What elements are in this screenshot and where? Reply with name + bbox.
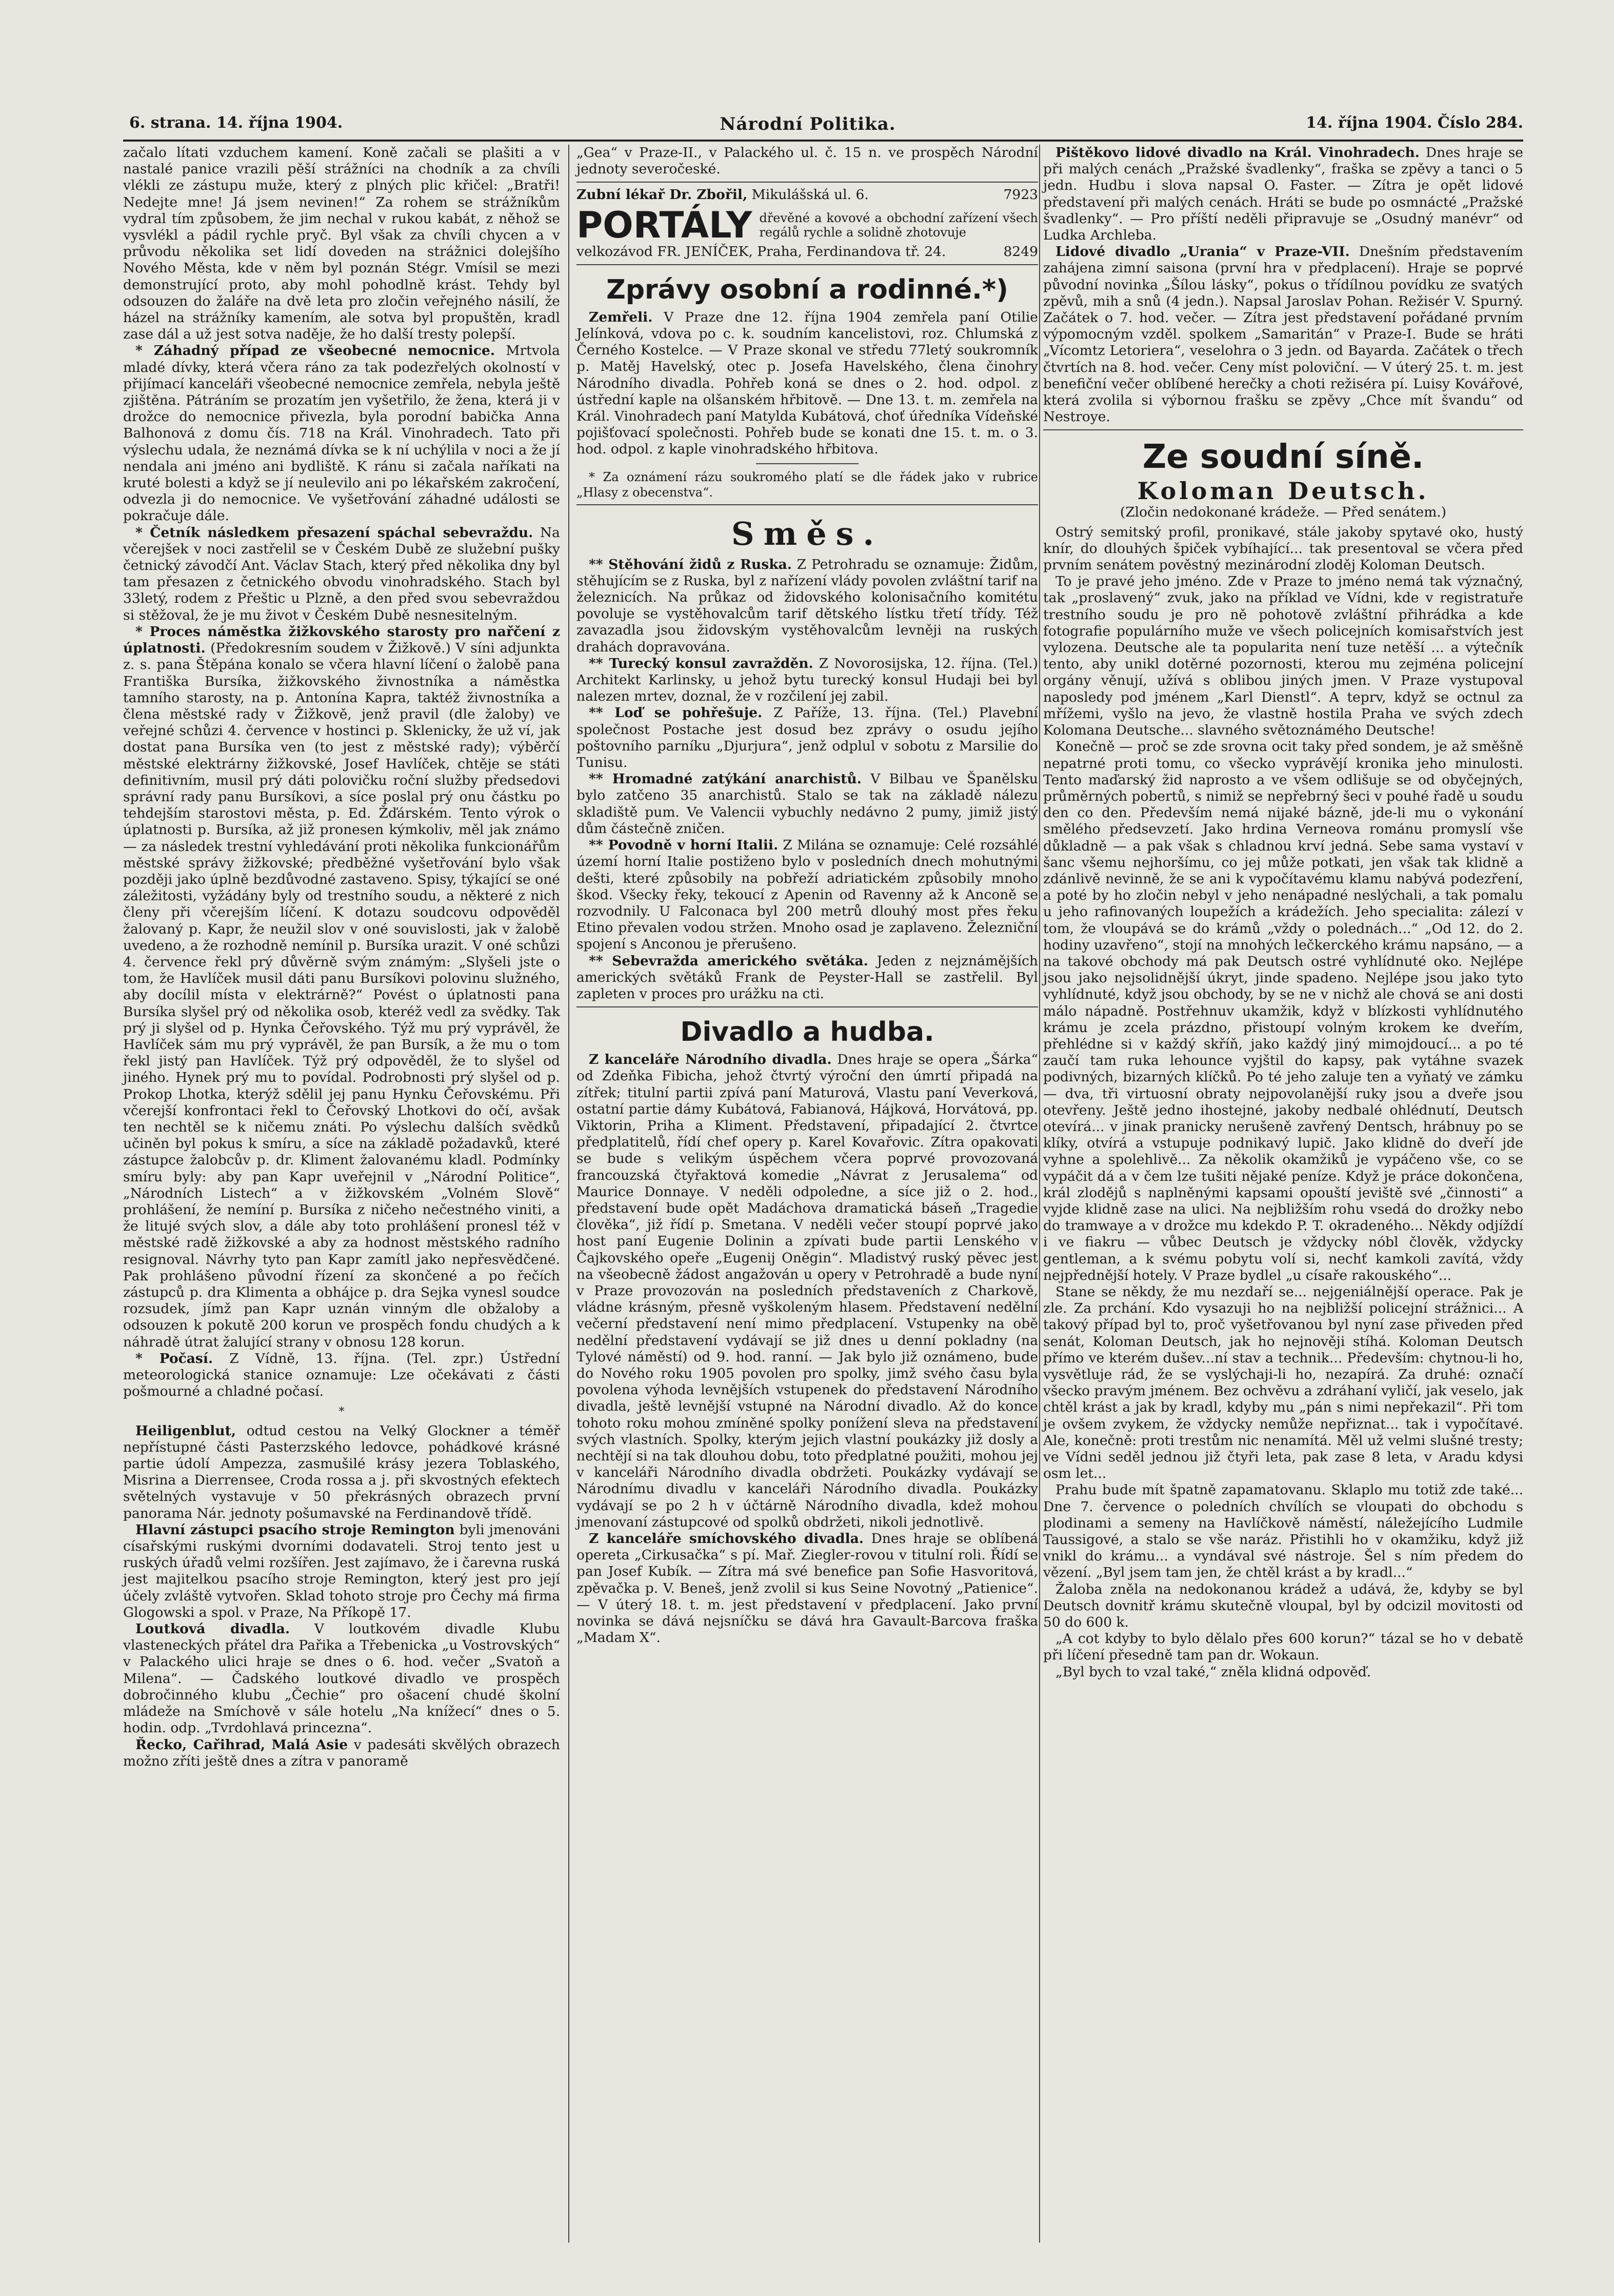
divider [576,1006,1038,1007]
article-heading: Loutková divadla. [135,1621,290,1637]
court-case-subtitle: (Zločin nedokonané krádeže. — Před senátem.) [1120,504,1447,521]
section-separator: * [338,1406,345,1419]
article-paragraph [576,1052,1038,1531]
footnote: * Za oznámení rázu soukromého platí se dle řádek jako v rubrice „Hlasy z obecenstva“. [576,469,1038,500]
article-text: „Byl bych to vzal také,“ zněla klidná odpověď. [1055,1664,1371,1680]
article-paragraph [123,343,560,524]
advert-firm: velkozávod FR. JENÍČEK, Praha, Ferdinandova tř. 24. [576,243,946,260]
section-heading-theatre: Divadlo a hudba. [680,1017,934,1048]
advert-address: Mikulášská ul. 6. [751,187,869,203]
article-paragraph [576,705,1038,771]
article-text: Z Novorosijska, 12. října. (Tel.) Architekt Karlinsky, u jehož bytu turecký konsul Hudaji bei byl nalezen mrtev, doznal, že v rozčilení jej zabil. [576,655,1038,705]
article-text: Z Vídně, 13. října. (Tel. zpr.) Ústřední meteorologická stanice oznamuje: Lze očekávati z části pošmourné a chladné počasí. [123,1350,560,1400]
article-paragraph [576,771,1038,837]
article-paragraph [123,624,560,1351]
column-2 [576,145,1038,1646]
column-divider-1 [568,145,569,2243]
article-text: odtud cestou na Velký Glockner a téměř nepřístupné části Pasterzského ledovce, pohádkové krásné partie údolí Ampezza, zasmušilé krásy jezera Toblaského, Misrina a Dierrensee, Croda rossa a j. při skvostných efektech světelných vystavuje v 50 překrásných obrazech první panorama Nár. jednoty pošumavské na Ferdinandově třídě. [123,1422,560,1521]
article-text: Stane se někdy, že mu nezdaří se... nejgeniálnější operace. Pak je zle. Za prchání. Kdo vysazuji ho na nejbližší policejní strážnici... A takový případ byl to, proč vyšetřovanou byl nyní zase přiveden před senát, Koloman Deutsch, jak ho nejnověji stíhá. Koloman Deutsch přímo ve kterém dušev...ní stav a technik... Především: chytnou-li ho, vysvětluje rád, že se vyslýchaji-li ho, nezapírá. Za druhé: označí všecko pravým jménem. Bez ochvěvu a zdráhaní vyličí, jak veselo, jak chtěl krást a jak by kradl, kdyby mu „pán s nimi nepřekazil“. Při tom je ovšem zvykem, že vždycky nemůže nepřiznat... tak i vypočítavé. Ale, konečně: proti trestům nic nenamítá. Měl už velmi slušné tresty; ve Vídni seděl jednou již čtyři leta, pak zase 8 leta, v Aradu kdysi osm let... [1043,1284,1524,1482]
advert-paragraph [123,1423,560,1522]
article-text: Jeden z nejznámějších amerických světáků Frank de Peyster-Hall se zastřelil. Byl zapleten v proces pro urážku na cti. [576,953,1038,1002]
article-text: V Bilbau ve Španělsku bylo zatčeno 35 anarchistů. Stalo se tak na základě nálezu skladiště pum. Ve Valencii vybuchly nedávno 2 pumy, jimiž jistý dům částečně zničen. [576,771,1038,837]
article-paragraph [123,525,560,624]
article-text: Z Milána se oznamuje: Celé rozsáhlé území horní Italie postiženo bylo v posledních dnech mohutnými dešti, které způsobily na pobřeží adriatickém způsobily mnoho škod. Všecky řeky, tekoucí z Apenin od Ravenny až k Anconě se rozvodnily. U Falconaca byl 200 metrů dlouhý most přes řeku Etino převalen vodou stržen. Mnoho osad je zaplaveno. Železniční spojení s Anconou je přerušeno. [576,837,1038,953]
article-text: To je pravé jeho jméno. Zde v Praze to jméno nemá tak význačný, tak „proslavený“ zvuk, jako na příklad ve Vídni, kde v registratuře trestního soudu je pro ně pohotově zvláštní přihrádka a kde fotografie populárního muže ve všech policejních komisařstvích jest vylozena. Deutsche ale ta popularita není tuze netěší ... a výtečník tento, aby unikl dotěrné pozornosti, kterou mu zejména policejní orgány věnují, užívá s oblibou jiných jmen. V Praze vystupoval naposledy pod jménem „Karl Dienstl“. A teprv, když se octnul za mřížemi, vyšlo na jevo, že vlastně hostila Praha ve svých zdech Kolomana Deutsche... slavného světoznámého Deutsche! [1043,573,1523,739]
advert-number: 8249 [1003,243,1038,260]
article-heading: ** Sebevražda amerického světáka. [589,953,868,969]
page-date-left: 6. strana. 14. října 1904. [129,114,343,132]
article-heading: Heiligenblut, [135,1422,236,1439]
column-divider-2 [1039,145,1040,2243]
column-3 [1043,145,1523,1680]
column-1 [123,145,560,1770]
article-paragraph [1043,145,1523,244]
article-paragraph [576,309,1038,458]
article-heading: Hlavní zástupci psacího stroje Remington [135,1521,455,1538]
portaly-advert [576,204,1038,246]
article-paragraph [576,837,1038,953]
advert-heading: Zubní lékař Dr. Zbořil, [576,187,748,203]
article-text: Z Paříže, 13. října. (Tel.) Plavební společnost Postache jest dosud bez zprávy o osudu jejího poštovního parníku „Djurjura“, jenž odplul v sobotu z Marsilie do Tunisu. [576,705,1038,771]
article-heading: Řecko, Cařihrad, Malá Asie [135,1736,348,1753]
article-text: Žaloba zněla na nedokonanou krádež a udává, že, kdyby se byl Deutsch dovnitř krámu skutečně vloupal, byl by odcizil movitosti od 50 do 600 k. [1043,1581,1523,1631]
article-text: „Gea“ v Praze-II., v Palackého ul. č. 15 n. ve prospěch Národní jednoty severočeské. [576,145,1038,177]
article-text: Dnes hraje se při malých cenách „Pražské švadlenky“, fraška se zpěvy a tanci o 5 jedn. Hudbu i slova napsal O. Faster. — Zítra je opět lidové představení při malých cenách. Hráti se bude po osmnácté „Pražské švadlenky“. — Pro příští neděli připravuje se „Osudný manévr“ od Ludka Archleba. [1043,145,1523,244]
portaly-firm-line [576,244,1038,260]
article-heading: ** Stěhování židů z Ruska. [589,556,792,572]
article-text: Ostrý semitský profil, pronikavé, stále jakoby spytavé oko, hustý knír, do dlouhých špiček vybíhající... tak presentoval se včera před prvním senátem pověstný mezinárodní zloděj Koloman Deutsch. [1043,524,1523,573]
article-text: Na včerejšek v noci zastřelil se v Českém Dubě ze služební pušky četnický závodčí Ant. Václav Stach, který před několika dny byl tam přesazen z četnického obvodu vinohradského. Stach byl 33letý, rodem z Přeštic u Plzně, a den před svou sebevraždou si stěžoval, že je mu život v Českém Dubě nesnesitelným. [123,524,560,623]
section-heading-court: Ze soudní síně. [1142,438,1424,477]
article-heading: * Počasí. [135,1350,213,1367]
divider [576,504,1038,505]
section-heading-misc: Směs. [731,514,884,552]
divider [756,463,859,464]
article-text: V loutkovém divadle Klubu vlasteneckých přátel dra Pařika a Třebenicka „u Vostrovských“ v Palackého ulici hraje se dnes o 6. hod. večer „Svatoň a Milena“. — Čadského loutkové divadlo ve prospěch dobročinného klubu „Čechie“ pro ošacení chudé školní mládeže na Smíchově v sále hotelu „Na knížecí“ dnes o 5. hodin. odp. „Tvrdohlavá princezna“. [123,1621,560,1736]
article-text: Dnes hraje se oblíbená opereta „Cirkusačka“ s pí. Mař. Ziegler-rovou v titulní roli. Řídí se pan Josef Kubík. — Zítra má své benefice pan Sofie Hasvoritová, zpěvačka p. V. Beneš, jenž zvolil si kus Seine Novotný „Patienice“. — V úterý 18. t. m. jest představení v předplacení. Jako první novinka se dává nejsníčku se dává hra Gavault-Barcova fraška „Madam X“. [576,1531,1038,1646]
article-paragraph [123,1351,560,1400]
dentist-advert [576,187,1038,203]
section-heading-personal: Zprávy osobní a rodinné.*) [606,274,1008,305]
article-paragraph [576,1531,1038,1646]
article-text: Dnes hraje se opera „Šárka“ od Zdeňka Fibicha, jehož čtvrtý výroční den úmrtí připadá na zítřek; titulní partii zpívá paní Maturová, Vlastu paní Veverková, ostatní partie dámy Kubátová, Fabianová, Hájková, Horvátová, pp. Viktorin, Priha a Kliment. Představení, připadající 2. čtvrtce předplatitelů, řídí chef opery p. Karel Kovařovic. Zítra opakovati se bude s velikým úspěchem včera poprvé provozovaná francouzská čtyřaktová komedie „Návrat z Jerusalema“ od Maurice Donnaye. V neděli odpoledne, a síce již o 2. hod., představení bude opět Madáchova dramatická báseň „Tragedie člověka“, již řídí p. Smetana. V neděli večer stoupí poprvé jako host paní Eugenie Dolinin a zpívati bude partii Lenského v Čajkovského opeře „Eugenij Oněgin“. Mladistvý ruský pěvec jest na všeobecně žádost angažován u opery v Petrohradě a bude nyní v Praze provozován na posledních představeních z Charkově, vládne krásným, přesně vyškoleným hlasem. Představení nedělní večerní představení není mimo předplacení. Vstupenky na obě nedělní představení vydávají se již dnes u denní pokladny (na Tylové náměstí) od 9. hod. ranní. — Jak bylo již oznámeno, bude do Nového roku 1905 povolen pro spolky, jimž svého času byla povolena výhoda levnějších vstupenek do představení Národního divadla, ještě levnější vstupné na Národní divadlo. Až do konce tohoto roku mohou zmíněné spolky ponížení sleva na představení svých vlastních. Spolky, kterým jejich vlastní poukázky již dosly a nechtějí si na tak dlouhou dobu, toto předplatné použiti, mohou jej v kanceláři Národního divadla obdržeti. Poukázky vydávají se Národnímu divadlu v kanceláři Národního divadla. Poukázky vydávají se po 2 h v účtárně Národního divadla, kdež mohou jmenovaní zástupcové od spolků obdržeti, nikoli jednotlivě. [576,1052,1038,1530]
article-heading: ** Povodně v horní Italii. [589,837,779,854]
article-text: Mrtvola mladé dívky, která včera ráno za tak podezřelých okolností v přijímací kanceláři všeobecné nemocnice zemřela, nebyla ještě zjištěna. Pátráním se prozatím jen vyšetřilo, že žena, která ji v drožce do nemocnice přivezla, byla porodní babička Anna Balhonová z domu čís. 718 na Král. Vinohradech. Tato při výslechu udala, že neznámá dívka se k ní uchýlila v noci a že jí nendala ani jméno ani bydliště. K ránu si začala naříkati na kruté bolesti a když se jí neulevilo ani po lékařském zakročení, odvezla ji do nemocnice. Ve vyšetřování záhadné události se pokračuje dále. [123,343,560,524]
article-text: v padesáti skvělých obrazech možno zříti ještě dnes a zítra v panoramě [123,1736,560,1769]
article-text: Konečně — proč se zde srovna ocit taky před sondem, je až směšně nepatrné proti tomu, co všecko vyprávějí kronika jeho minulosti. Tento maďarský žid naprosto a ve všem odlišuje se od obyčejných, průměrných pobertů, s nimiž se nepřebrný šeci v pouhé řadě u soudu den co den. Především nemá nijaké bázně, jde-li mu o vykonání smělého předsevzetí. Jako hrdina Verneova románu promyslí vše důkladně — a pak však s chladnou krví jedná. Sebe sama vystaví v šanc všemu nejhoršímu, co jej může potkati, jen však tak klidně a zdánlivě nevinně, že se ani k vypočítavému klamu nabývá podezření, a poté by ho zločin nebyl v jeho nenápadné neslýchali, a tak pomalu u jeho rafinovaných loupežích a krádežích. Jeho specialita: zálezí v tom, že vloupává se do krámů „vždy o polednách...“ „Od 12. do 2. hodiny uzavřeno“, stojí na mnohých lečkerckého krámu napsáno, — a na takové obchody má pak Deutsch ostré vyhlídnuté oko. Nejlépe jsou jako nejsolidnější úkryt, jinde spadeno. Nejlépe jsou jako tyto vyhlídnuté, když jsou obchody, by se ne v nichž ale chová se ani dosti málo nápadně. Postřehnuv ukamžik, když v blízkosti vyhlídnutého krámu je zcela prázdno, přistoupí volným krokem ke dveřím, přehlédne si v každý skříň, jako každý jiný mimojdoucí... a po té zaučí tam ruka lehounce vyjštil do kapsy, pak vytáhne svazek podivných, bizarných klíčků. Po té jeho zaluje ten a vyňatý ve zámku — dva, tři virtuosní obraty nejpovolanější ruky jsou a dveře jsou otevřeny. Ještě jedno ihostejné, jakoby nedbalé ohlédnutí, Deutsch otevírá... v jinak pranicky nerušeně zavřený Dentsch, hrábnuy po se klíky, otvírá a vstupuje podnikavý lupič. Jako klidně do dveří jde vyhne a spolehlivě... Za několik okamžiků je vypáčeno vše, co se vypáčit dá a v čem lze tušiti nějaké peníze. Když je práce dokončena, král zlodějů s naplněnými kapsami opouští jeviště své „činnosti“ a vyjde klidně zase na ulici. Na nejbližším rohu vsedá do drožky nebo do tramwaye a v drožce mu kdekdo P. T. okradeného... Někdy odjíždí i ve fiakru — vůbec Deutsch je vždycky nóbl člověk, vždycky gentleman, a k svému pobytu volí si, nechť kamkoli zavítá, vždy nejpřednější hotely. V Praze bydlel „u císaře rakouského“... [1043,739,1524,1283]
article-heading: Zemřeli. [589,309,653,325]
article-text: začalo lítati vzduchem kamení. Koně začali se plašiti a v nastalé panice vrazili pěší strážníci na chodník a za chvíli vlékli ze zástupu muže, který z plných plic křičel: „Bratři! Nedejte mne! Já jsem nevinen!“ Za rohem se strážníkům vydral tím způsobem, že jim nechal v rukou kabát, z něhož se vysvlékl a pádil rychle pryč. Byl však za chvíli chycen a v průvodu několika set lidí doveden na strážnici dolejšího Nového Města, kde v něm byl poznán Stégr. Vmísil se mezi demonstrující proto, aby mohl pohodlně krást. Tehdy byl odsouzen do žaláře na dvě leta pro zločin veřejného násilí, že házel na strážníky kamením, ale sotva byl propuštěn, kradl zase dál a už jest sotva naděje, že ho další tresty polepší. [123,145,560,343]
article-heading: * Záhadný případ ze všeobecné nemocnice. [135,343,495,359]
article-paragraph [576,557,1038,656]
page-date-right: 14. října 1904. Číslo 284. [1306,114,1523,132]
article-heading: Pištěkovo lidové divadlo na Král. Vinohradech. [1055,145,1420,161]
article-text: Dnešním představením zahájena zimní saisona (první hra v předplacení). Hraje se poprvé původní novinka „Šílou lásky“, pokus o třídílnou povídku ze svatých zpěvů, mih a snů (4 jedn.). Napsal Jaroslav Pohan. Režisér V. Spurný. Začátek o 7. hod. večer. — Zítra jest představení pořádané prvním výpomocným vzděl. spolkem „Samaritán“ v Praze-I. Bude se hráti „Vícomtz Letoriera“, veselohra o 3 jedn. od Bayarda. Začátek o třech čtvrtích na 8. hod. večer. Ceny míst poloviční. — V úterý 25. t. m. jest benefiční večer oblíbené herečky a choti režiséra pí. Luisy Kovářové, která zvolila si výbornou frašku se zpěvy „Chce mít švandu“ od Nestroye. [1043,244,1523,425]
article-heading: Lidové divadlo „Urania“ v Praze-VII. [1055,244,1350,260]
advert-paragraph [123,1737,560,1770]
article-paragraph [576,953,1038,1003]
article-text: (Předokresním soudem v Žižkově.) V síni adjunkta z. s. pana Štěpána konalo se včera hlavní líčení o žalobě pana Františka Bursíka, žižkovského živnostníka a náměstka tamního starosty, na p. Antonína Kapra, taktéž živnostníka a člena městské rady v Žižkově, jenž pravil (dle žaloby) ve veřejné schůzi 4. července v hostinci p. Sklenicky, že už ví, jak dostat pana Bursíka ven (to jest z městské rady); výběrčí městské elektrárny žižkovské, Josef Havlíček, chtěje se státi definitivním, musil prý dáti polovičku roční služby předsedovi správní rady panu Bursíkovi, a síce poslal prý onu částku po tehdejším starostovi města, p. Ed. Žďárském. Tento výrok o úplatnosti p. Bursíka, až již pronesen kýmkoliv, měl jak známo — za následek trestní vyhledávání proti několika funkcionářům městské správy žižkovské; předběžné vyšetřování bylo však později jako úplně bezdůvodné zastaveno. Spisy, týkající se oné záležitosti, vyžádány byly od trestního soudu, a některé z nich členy při včerejším líčení. K dotazu soudcovu odpověděl žalovaný p. Kapr, že neužil slov v oné souvislosti, jak v žalobě uvedeno, a že rozhodně nemínil p. Bursíka urazit. V oné schůzi 4. července řekl prý důvěrně svým známým: „Slyšeli jste o tom, že Havlíček musil dáti panu Bursíkovi polovinu služného, aby docílil místa v elektrárně?“ Povést o úplatnosti pana Bursíka slyšel prý od několika osob, kteréž vedl za svědky. Tak prý ji slyšel od p. Hynka Čeřovského. Týž mu prý vyprávěl, že Havlíček sám mu prý vyprávěl, že pan Bursík, a že mu o tom řekl jistý pan Havlíček. Týž prý odpověděl, že to slyšel od jiného. Hynek prý mu to povídal. Podrobnosti prý slyšel od p. Prokop Lhotka, kterýž sdělil jej panu Hynku Čeřovskému. Při včerejší konfrontaci řekl to Čeřovský Lhotkovi do očí, avšak ten nechtěl se k ničemu znáti. Po výslechu dalších svědků učiněn byl pokus k smíru, a síce na základě požadavků, které zástupce žalobcův p. dr. Kliment žalovanému kladl. Podmínky smíru byly: aby pan Kapr uveřejnil v „Národní Politice“, „Národních Listech“ a v žižkovském „Volném Slově“ prohlášení, že nemíní p. Bursíka z ničeho nečestného viniti, a že litujé svých slov, a dále aby toto prohlášení pronesl též v městské radě žižkovské a aby za hodnost městského radního resignoval. Návrhy tyto pan Kapr zamítl jako nepřesvědčené. Pak prohlášeno původní řízení za skončené a po řečích zástupců p. dra Klimenta a obhájce p. dra Sejka vynesl soudce rozsudek, jímž pan Kapr uznán vinným dle obžaloby a odsouzen k pokutě 200 korun ve prospěch fondu chudých a k náhradě útrat žalující strany v obnosu 128 korun. [123,640,560,1350]
masthead-title: Národní Politika. [720,114,896,134]
court-case-title: Koloman Deutsch. [1137,477,1429,505]
article-paragraph [1043,244,1523,425]
article-heading: ** Loď se pohřešuje. [589,705,763,721]
article-heading: ** Hromadné zatýkání anarchistů. [589,771,862,787]
article-heading: ** Turecký konsul zavražděn. [589,655,813,671]
advert-display-word: PORTÁLY [576,204,752,246]
article-text: byli jmenováni císařskými ruskými dvorními dodavateli. Stroj tento jest u ruských úřadů velmi rozšířen. Jest zajímavo, že i čarevna ruská jest majitelkou psacího stroje Remington, který jest pro její účely zvláště vytvořen. Sklad tohoto stroje pro Čechy má firma Glogowski a spol. v Praze, Na Příkopě 17. [123,1521,560,1620]
article-text: „A cot kdyby to bylo dělalo přes 600 korun?“ tázal se ho v debatě při líčení přesedně tam pan dr. Wokaun. [1043,1631,1523,1664]
divider [576,264,1038,265]
advert-number: 7923 [1003,187,1038,203]
article-heading: Z kanceláře smíchovského divadla. [589,1531,864,1547]
advert-text: dřevěné a kovové a obchodní zařízení všech regálů rychle a solidně zhotovuje [759,210,1038,240]
article-heading: * Četník následkem přesazení spáchal sebevraždu. [135,524,533,541]
article-heading: * Proces náměstka žižkovského starosty pro nařčení z úplatnosti. [123,623,560,657]
advert-paragraph [123,1522,560,1621]
advert-paragraph [123,1621,560,1736]
article-text: Prahu bude mít špatně zapamatovanu. Sklaplo mu totiž zde také... Dne 7. července o poledních chvílích se vloupati do obchodu s plodinami a semeny na Havlíčkově náměstí, náležejícího Ludmile Taussigové, a stalo se vše naráz. Přistihli ho v okamžiku, když již vnikl do krámu... a vyndával své nástroje. Šel s ním předem do vězení. „Byl jsem tam jen, že chtěl krást a by kradl...“ [1043,1482,1523,1581]
article-heading: Z kanceláře Národního divadla. [589,1052,832,1068]
divider [1043,429,1523,430]
article-text: Z Petrohradu se oznamuje: Židům, stěhujícím se z Ruska, byl z nařízení vlády povolen zvláštní tarif na železnicích. Na průkaz od židovského kolonisačního komitétu povoluje se vystěhovalcům tarif dětského lístku třetí třídy. Též zavazadla jsou židovským vystěhovalcům levněji na ruských drahách dopravována. [576,556,1038,655]
article-paragraph [576,656,1038,705]
divider [576,182,1038,183]
article-text: V Praze dne 12. října 1904 zemřela paní Otilie Jelínková, vdova po c. k. soudním kancelistovi, roz. Chlumská z Černého Kostelce. — V Praze skonal ve středu 77letý soukromník p. Matěj Havelský, otec p. Josefa Havelského, člena činohry Národního divadla. Pohřeb koná se dnes o 2. hod. odpol. z ústřední kaple na olšanském hřbitově. — Dne 13. t. m. zemřela na Král. Vinohradech paní Matylda Kubátová, choť úředníka Vídeňské pojišťovací společnosti. Pohřeb bude se konati dne 15. t. m. o 3. hod. odpol. z kaple vinohradského hřbitova. [576,309,1038,458]
header-rule [123,140,1523,142]
